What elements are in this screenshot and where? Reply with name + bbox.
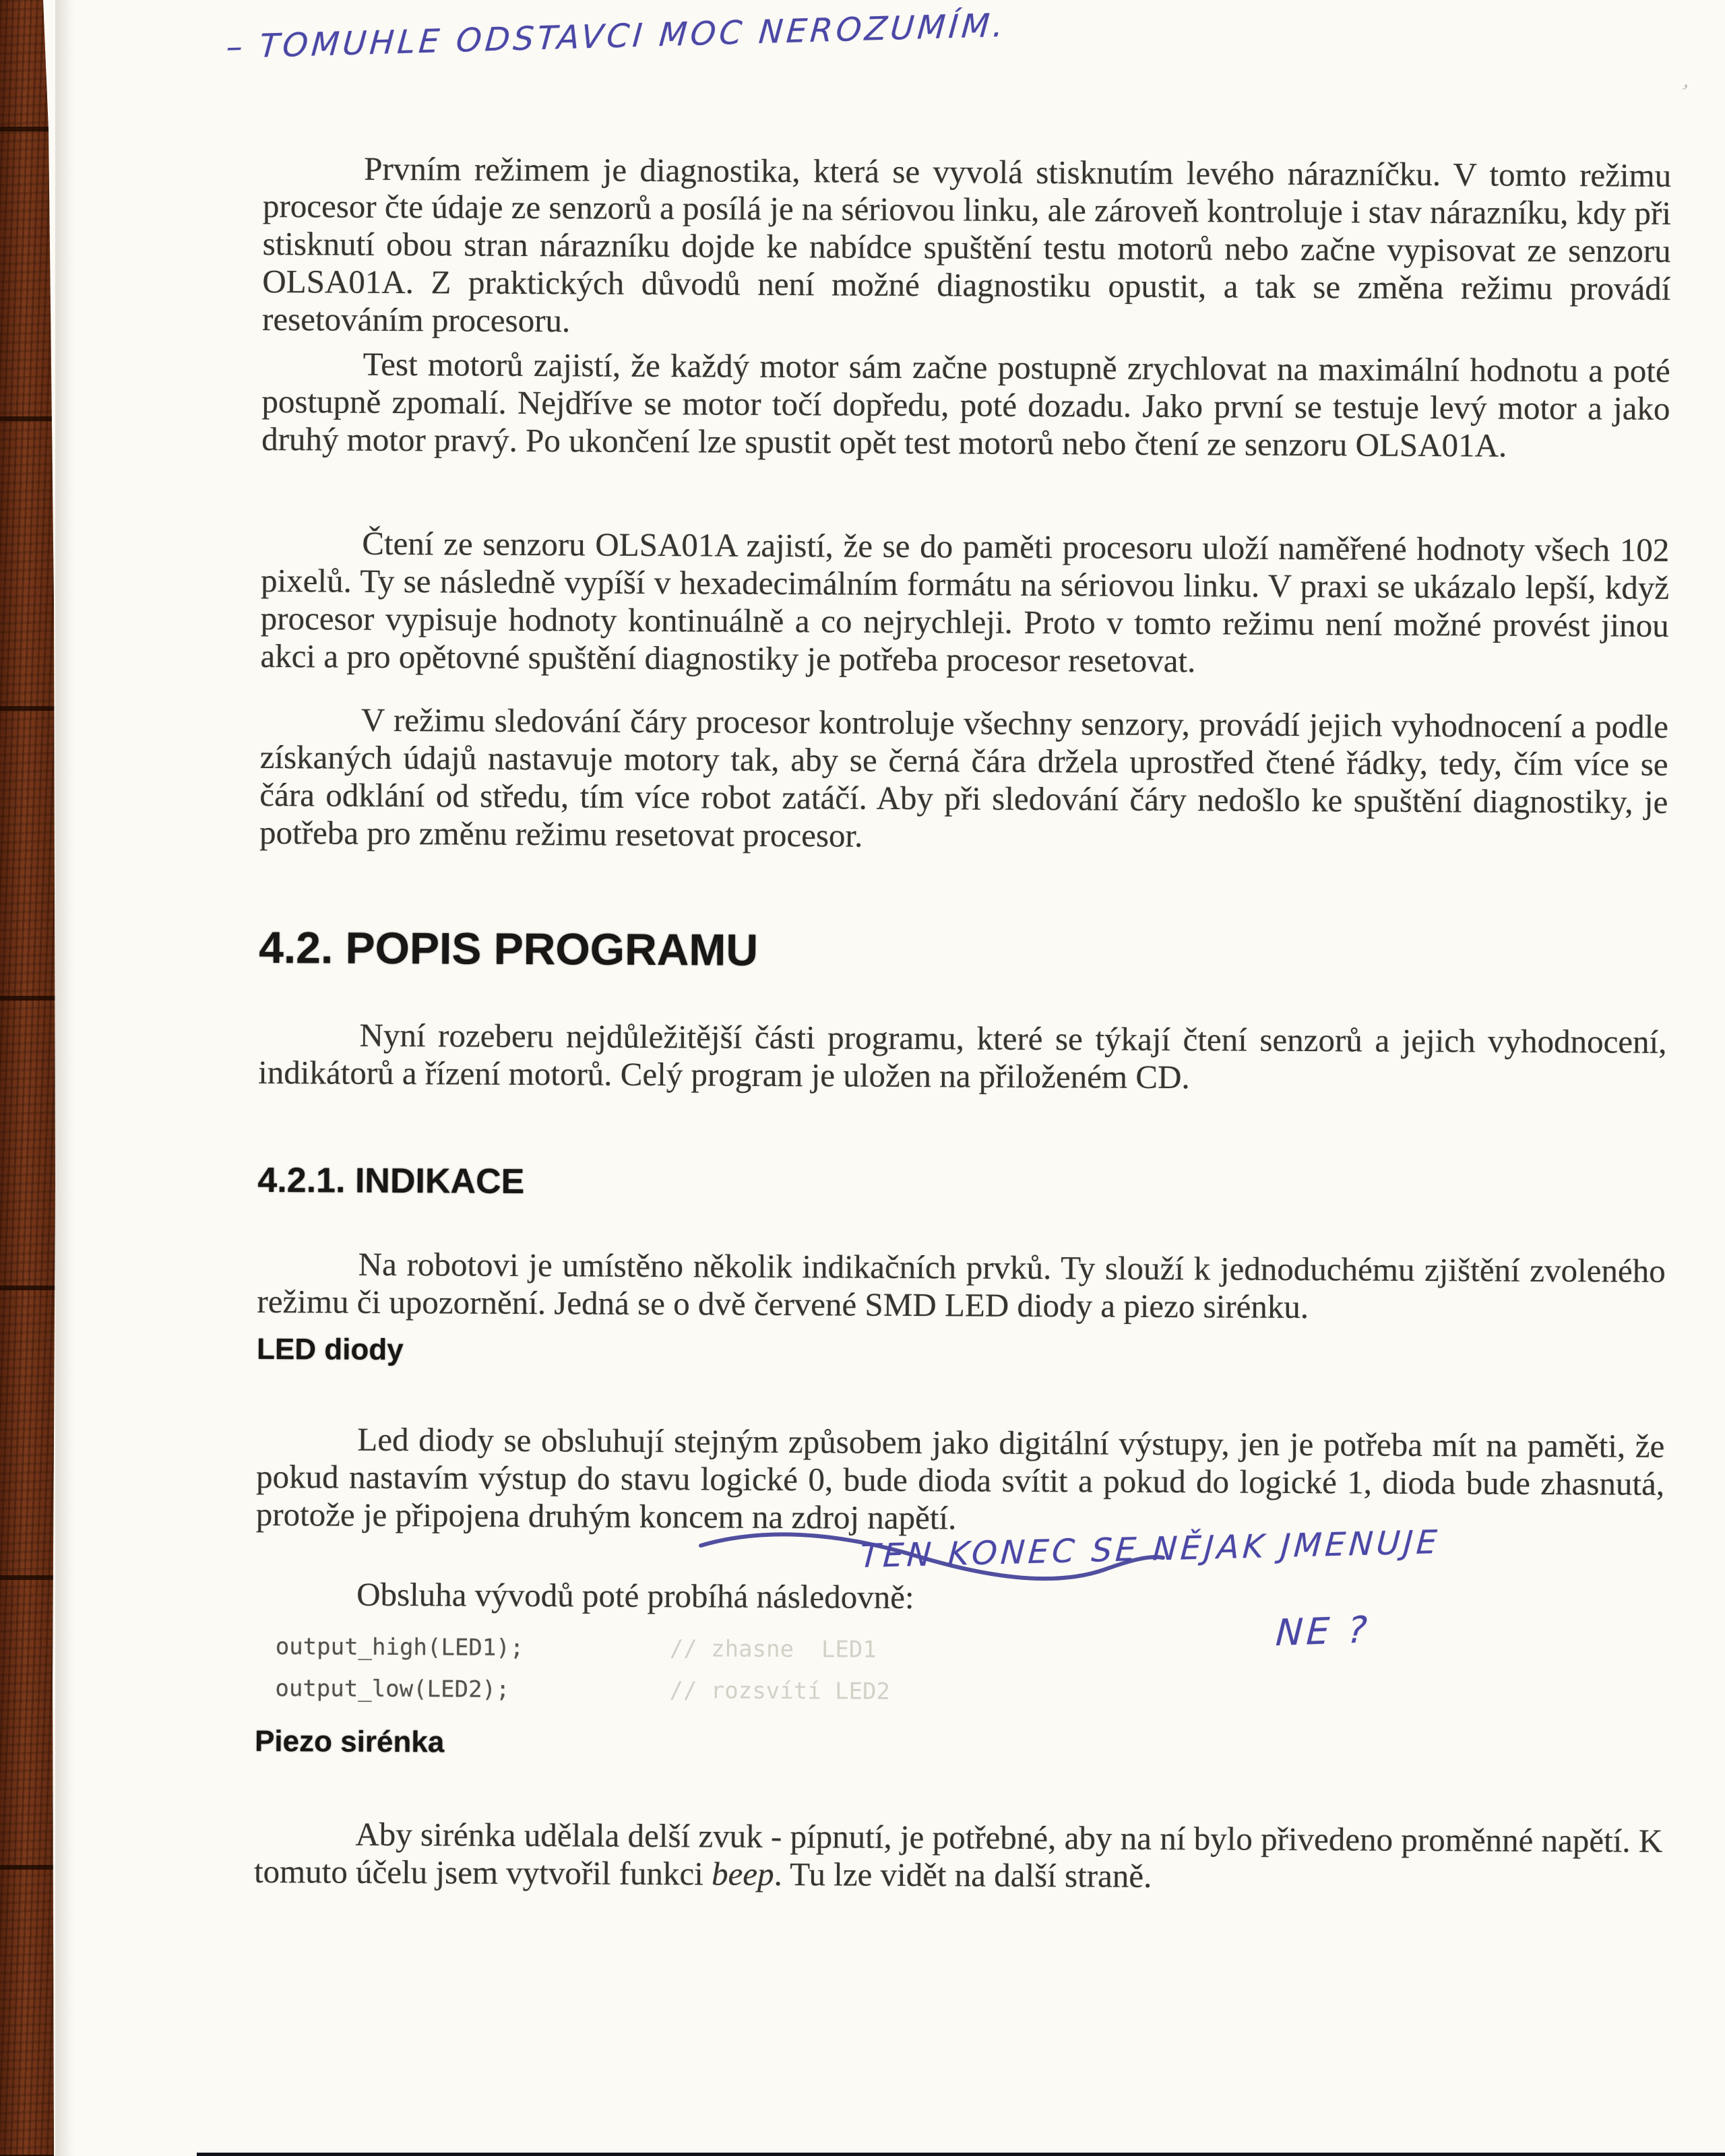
paragraph-piezo-text-end: . Tu lze vidět na další straně. bbox=[774, 1855, 1152, 1895]
paragraph-piezo-text: Aby sirénka udělala delší zvuk - pípnutí, je potřebné, aby na ní bylo přivedeno proměnné napětí. K tomuto účelu jsem vytvořil funkci bbox=[253, 1815, 1663, 1893]
paragraph-obsluha-intro: Obsluha vývodů poté probíhá následovně: bbox=[356, 1575, 914, 1616]
paragraph-test-motoru: Test motorů zajistí, že každý motor sám začne postupně zrychlovat na maximální hodnotu a poté postupně zpomalí. Nejdříve se motor točí dopředu, poté dozadu. Jako první se testuje levý motor a jako druhý motor pravý. Po ukončení lze spustit opět test motorů nebo čtení ze senzoru OLSA01A. bbox=[261, 345, 1670, 464]
code-line-2: output_low(LED2); bbox=[275, 1675, 510, 1703]
subheading-piezo-sirenka: Piezo sirénka bbox=[254, 1724, 445, 1759]
handwritten-margin-note: TEN KONEC SE NĚJAK JMENUJE bbox=[858, 1523, 1441, 1576]
scan-artifact: ʼ bbox=[1674, 79, 1692, 105]
code-line-1: output_high(LED1); bbox=[275, 1633, 524, 1662]
beep-function-name: beep bbox=[711, 1855, 774, 1893]
paragraph-popis-intro: Nyní rozeberu nejdůležitější části programu, které se týkají čtení senzorů a jejich vyhodnocení, indikátorů a řízení motorů. Celý program je uložen na přiloženém CD. bbox=[258, 1016, 1667, 1096]
paragraph-sledovani-cary: V režimu sledování čáry procesor kontroluje všechny senzory, provádí jejich vyhodnocení a podle získaných údajů nastavuje motory tak, aby se černá čára držela uprostřed čtené řádky, tedy, čím více se čára odklání od středu, tím více robot zatáčí. Aby při sledování čáry nedošlo ke spuštění diagnostiky, je potřeba pro změnu režimu resetovat procesor. bbox=[259, 701, 1669, 854]
bottom-scan-line bbox=[197, 2153, 1725, 2156]
handwritten-margin-note-2: NE ? bbox=[1274, 1608, 1372, 1655]
paragraph-cteni-senzoru: Čtení ze senzoru OLSA01A zajistí, že se do paměti procesoru uloží naměřené hodnoty všech 102 pixelů. Ty se následně vypíší v hexadecimálním formátu na sériovou linku. V praxi se ukázalo lepší, když procesor vypisuje hodnoty kontinuálně a co nejrychleji. Proto v tomto režimu není možné provést jinou akci a pro opětovné spuštění diagnostiky je potřeba procesor resetovat. bbox=[260, 524, 1670, 680]
section-heading-4-2-1: 4.2.1. INDIKACE bbox=[257, 1160, 525, 1202]
code-comment-1: // zhasne LED1 bbox=[669, 1635, 877, 1663]
paragraph-indikace: Na robotovi je umístěno několik indikačních prvků. Ty slouží k jednoduchému zjištění zvoleného režimu či upozornění. Jedná se o dvě červené SMD LED diody a piezo sirénku. bbox=[257, 1245, 1666, 1326]
paragraph-diagnostika: Prvním režimem je diagnostika, která se vyvolá stisknutím levého nárazníčku. V tomto režimu procesor čte údaje ze senzorů a posílá je na sériovou linku, ale zároveň kontroluje i stav nárazníku, kdy při stisknutí obou stran nárazníku dojde ke nabídce spuštění testu motorů nebo začne vypisovat ze senzoru OLSA01A. Z praktických důvodů není možné diagnostiku opustit, a tak se změna režimu provádí resetováním procesoru. bbox=[261, 150, 1672, 340]
paragraph-piezo bbox=[254, 1815, 1663, 1898]
code-comment-2: // rozsvítí LED2 bbox=[669, 1677, 891, 1705]
section-heading-4-2: 4.2. POPIS PROGRAMU bbox=[259, 922, 759, 975]
paragraph-led-diody bbox=[256, 1420, 1665, 1541]
paragraph-led-diody-text: Led diody se obsluhují stejným způsobem jako digitální výstupy, jen je potřeba mít na paměti, že pokud nastavím výstup do stavu logické 0, bude dioda svítit a pokud do logické 1, dioda bude zhasnutá, protože je připojena druhým bbox=[255, 1420, 1665, 1535]
paragraph-led-underlined-phrase: koncem na zdroj napětí. bbox=[639, 1497, 957, 1537]
subheading-led-diody: LED diody bbox=[256, 1332, 404, 1367]
handwritten-top-note: – TOMUHLE ODSTAVCI MOC NEROZUMÍM. bbox=[224, 6, 1008, 67]
